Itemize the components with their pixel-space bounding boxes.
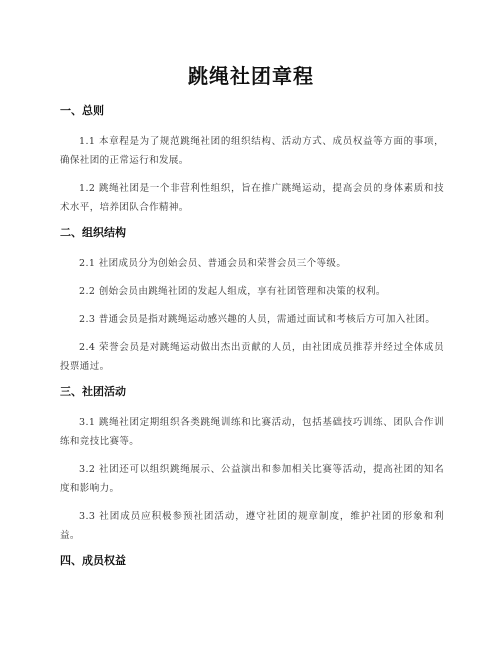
paragraph: 1.1 本章程是为了规范跳绳社团的组织结构、活动方式、成员权益等方面的事项，确保社团的正常运行和发展。	[60, 136, 444, 166]
document-body	[60, 104, 444, 582]
section-heading: 二、组织结构	[60, 226, 126, 239]
section-member-rights	[60, 554, 444, 568]
section-general	[60, 104, 444, 217]
paragraph: 2.1 社团成员分为创始会员、普通会员和荣誉会员三个等级。	[79, 258, 347, 269]
document-title: 跳绳社团章程	[188, 64, 314, 88]
paragraph: 3.2 社团还可以组织跳绳展示、公益演出和参加相关比赛等活动，提高社团的知名度和影响力。	[60, 464, 444, 494]
paragraph: 2.3 普通会员是指对跳绳运动感兴趣的人员，需通过面试和考核后方可加入社团。	[79, 314, 436, 325]
paragraph: 1.2 跳绳社团是一个非营利性组织，旨在推广跳绳运动，提高会员的身体素质和技术水平，培养团队合作精神。	[60, 183, 444, 213]
paragraph: 2.2 创始会员由跳绳社团的发起人组成，享有社团管理和决策的权利。	[79, 286, 386, 297]
paragraph: 2.4 荣誉会员是对跳绳运动做出杰出贡献的人员，由社团成员推荐并经过全体成员投票通过。	[60, 342, 444, 372]
section-activities	[60, 385, 444, 545]
section-heading: 三、社团活动	[60, 385, 126, 398]
section-heading: 四、成员权益	[60, 554, 126, 567]
paragraph: 3.1 跳绳社团定期组织各类跳绳训练和比赛活动，包括基础技巧训练、团队合作训练和竞技比赛等。	[60, 417, 444, 447]
section-organization	[60, 226, 444, 376]
section-heading: 一、总则	[60, 104, 104, 117]
paragraph: 3.3 社团成员应积极参预社团活动，遵守社团的规章制度，维护社团的形象和利益。	[60, 511, 444, 541]
